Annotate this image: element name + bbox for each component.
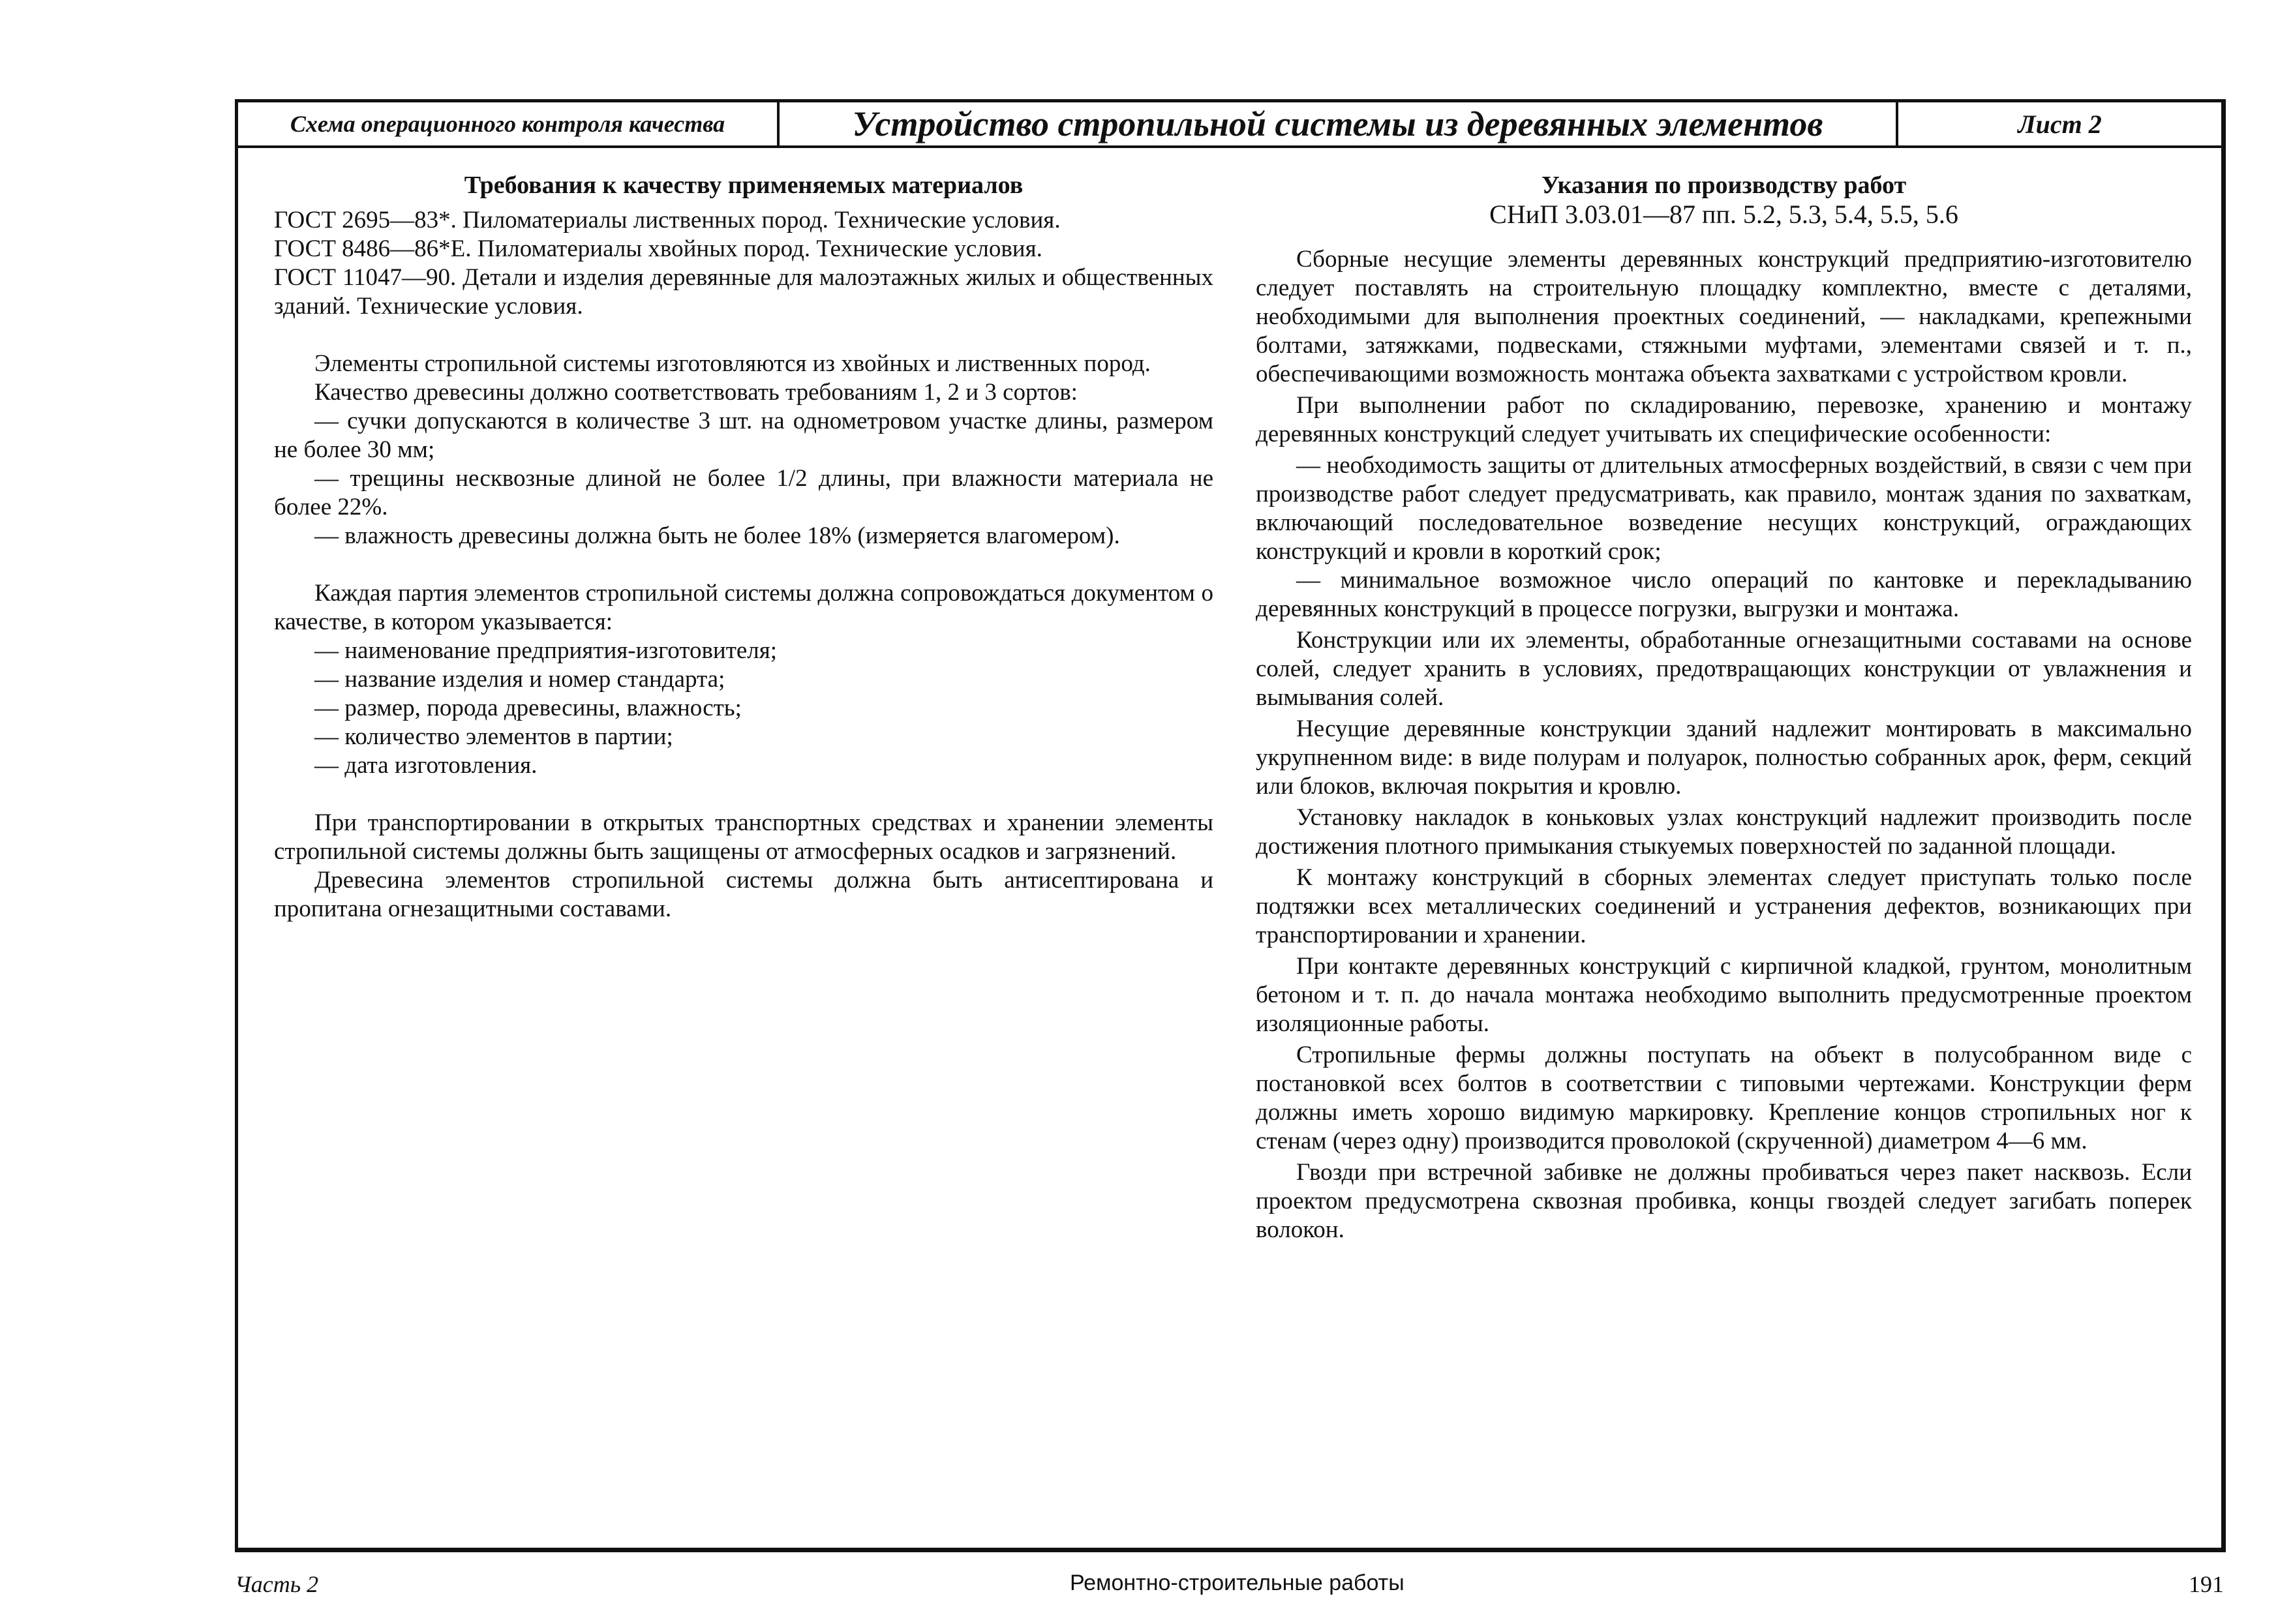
paragraph: Качество древесины должно соответствовать требованиям 1, 2 и 3 сортов:	[314, 379, 1078, 406]
gost-item: ГОСТ 2695—83*. Пиломатериалы лиственных пород. Технические условия.	[274, 207, 1061, 233]
paragraph: Каждая партия элементов стропильной системы должна сопровождаться документом о качестве, в котором указывается:	[274, 580, 1213, 635]
list-item: — сучки допускаются в количестве 3 шт. на однометровом участке длины, размером не более 30 мм;	[274, 408, 1213, 463]
list-item: — размер, порода древесины, влажность;	[314, 695, 742, 721]
paragraph: К монтажу конструкций в сборных элементах следует приступать только после подтяжки всех металлических соединений и устранения дефектов, возникающих при транспортировании и хранении.	[1256, 864, 2192, 948]
document-sheet	[235, 99, 2226, 1552]
paragraph: Установку накладок в коньковых узлах конструкций надлежит производить после достижения плотного примыкания стыкуемых поверхностей по заданной площади.	[1256, 804, 2192, 860]
paragraph: При транспортировании в открытых транспортных средствах и хранении элементы стропильной системы должны быть защищены от атмосферных осадков и загрязнений.	[274, 809, 1213, 865]
header-sheet-number: Лист 2	[2018, 109, 2102, 139]
paragraph: Гвозди при встречной забивке не должны пробиваться через пакет насквозь. Если проектом предусмотрена сквозная пробивка, концы гвоздей следует загибать поперек волокон.	[1256, 1159, 2192, 1243]
left-column	[274, 171, 1213, 924]
sheet-header	[238, 102, 2221, 148]
right-section-title: Указания по производству работ	[1541, 172, 1907, 199]
right-section-subtitle: СНиП 3.03.01—87 пп. 5.2, 5.3, 5.4, 5.5, 5.6	[1489, 200, 1958, 229]
paragraph: Несущие деревянные конструкции зданий надлежит монтировать в максимально укрупненном виде: в виде полурам и полуарок, полностью собранных арок, ферм, секций или блоков, включая покрытия и кровлю.	[1256, 715, 2192, 800]
list-item: — количество элементов в партии;	[314, 723, 673, 750]
header-title: Устройство стропильной системы из деревянных элементов	[780, 102, 1898, 145]
list-item: — трещины несквозные длиной не более 1/2 длины, при влажности материала не более 22%.	[274, 465, 1213, 520]
footer-book-title: Ремонтно-строительные работы	[1070, 1571, 1405, 1595]
gost-list	[274, 206, 1213, 321]
paragraph: При контакте деревянных конструкций с кирпичной кладкой, грунтом, монолитным бетоном и т. п. до начала монтажа необходимо выполнить предусмотренные проектом изоляционные работы.	[1256, 953, 2192, 1037]
paragraph: Стропильные фермы должны поступать на объект в полусобранном виде с постановкой всех болтов в соответствии с типовыми чертежами. Конструкции ферм должны иметь хорошо видимую маркировку. Крепление концов стропильных ног к стенам (через одну) производится проволокой (скрученной) диаметром 4—6 мм.	[1256, 1042, 2192, 1154]
gost-item: ГОСТ 11047—90. Детали и изделия деревянные для малоэтажных жилых и общественных зданий. Технические условия.	[274, 264, 1213, 320]
list-item: — наименование предприятия-изготовителя;	[314, 637, 778, 664]
paragraph: Элементы стропильной системы изготовляются из хвойных и лиственных пород.	[314, 350, 1151, 377]
list-item: — дата изготовления.	[314, 752, 538, 779]
list-item: — необходимость защиты от длительных атмосферных воздействий, в связи с чем при производстве работ следует предусматривать, как правило, монтаж здания по захваткам, включающий последовательное возведение несущих конструкций, ограждающих конструкций и кровли в короткий срок;	[1256, 452, 2192, 565]
list-item: — название изделия и номер стандарта;	[314, 666, 725, 693]
paragraph: Древесина элементов стропильной системы должна быть антисептирована и пропитана огнезащитными составами.	[274, 867, 1213, 922]
paragraph: Сборные несущие элементы деревянных конструкций предприятию-изготовителю следует поставлять на строительную площадку комплектно, вместе с деталями, необходимыми для выполнения проектных соединений, — накладками, крепежными болтами, затяжками, подвесками, стяжными муфтами, элементами связей и т. п., обеспечивающими возможность монтажа объекта захватками с устройством кровли.	[1256, 246, 2192, 387]
paragraph: При выполнении работ по складированию, перевозке, хранению и монтажу деревянных конструкций следует учитывать их специфические особенности:	[1256, 392, 2192, 447]
right-column	[1256, 171, 2192, 1247]
left-section-title: Требования к качеству применяемых материалов	[464, 172, 1024, 199]
footer-page-number: 191	[2189, 1571, 2224, 1597]
list-item: — минимальное возможное число операций по кантовке и перекладыванию деревянных конструкций в процессе погрузки, выгрузки и монтажа.	[1256, 567, 2192, 622]
footer-part: Часть 2	[235, 1571, 319, 1597]
paragraph: Конструкции или их элементы, обработанные огнезащитными составами на основе солей, следует хранить в условиях, предотвращающих конструкции от увлажнения и вымывания солей.	[1256, 627, 2192, 711]
list-item: — влажность древесины должна быть не более 18% (измеряется влагомером).	[314, 522, 1120, 549]
gost-item: ГОСТ 8486—86*Е. Пиломатериалы хвойных пород. Технические условия.	[274, 235, 1042, 262]
header-scheme-label: Схема операционного контроля качества	[238, 102, 780, 145]
